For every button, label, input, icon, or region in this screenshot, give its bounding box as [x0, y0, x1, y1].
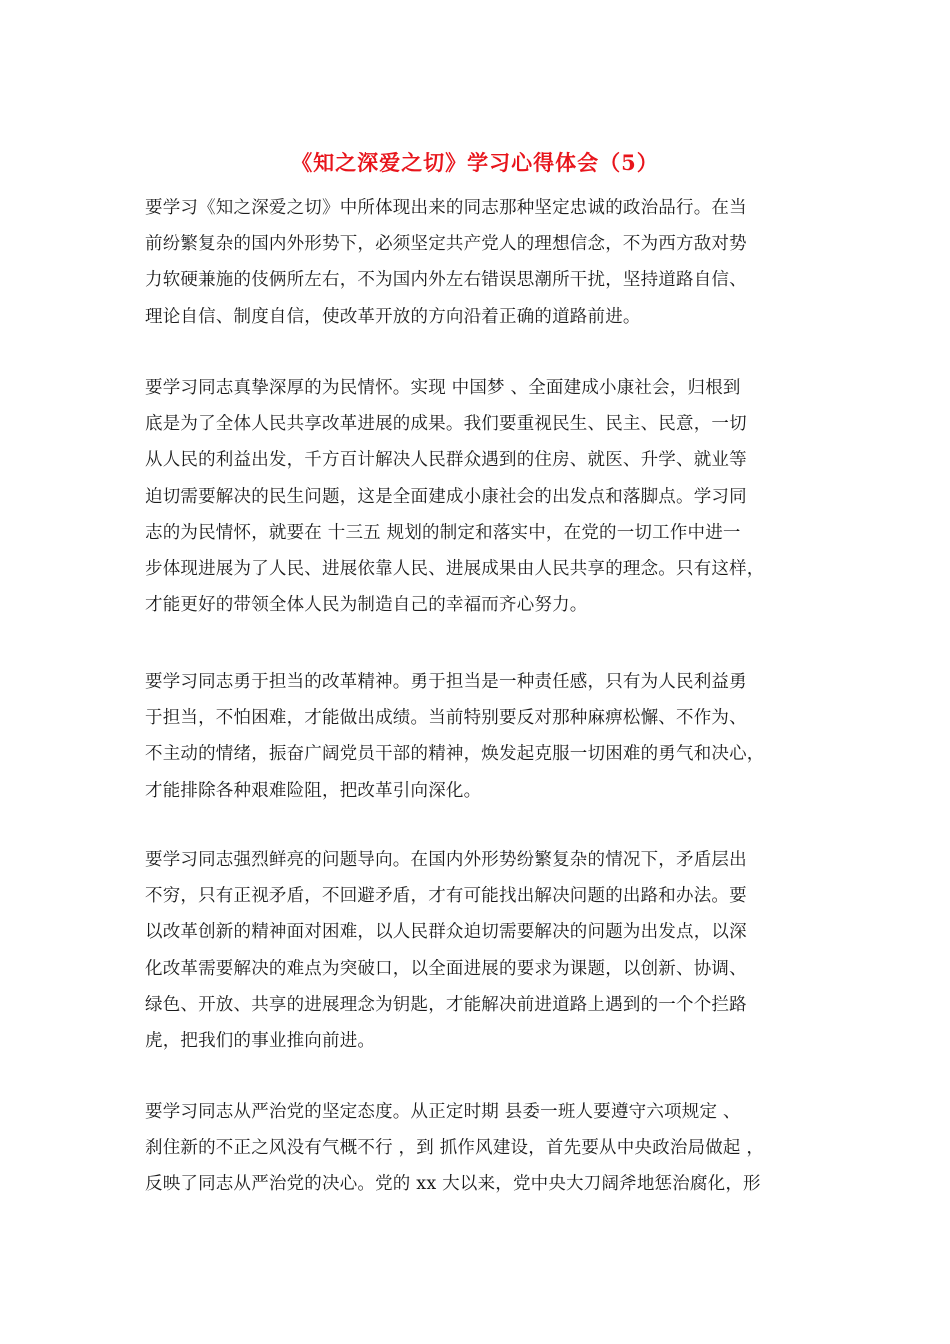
paragraph-3-line-4: 才能排除各种艰难险阻，把改革引向深化。: [145, 781, 482, 801]
paragraph-2-line-4: 迫切需要解决的民生问题，这是全面建成小康社会的出发点和落脚点。学习同: [145, 487, 747, 507]
paragraph-1-line-1: 要学习《知之深爱之切》中所体现出来的同志那种坚定忠诚的政治品行。在当: [145, 198, 747, 218]
paragraph-4-line-6: 虎，把我们的事业推向前进。: [145, 1031, 376, 1051]
paragraph-2-line-5: 志的为民情怀，就要在 十三五 规划的制定和落实中，在党的一切工作中进一: [145, 523, 741, 543]
paragraph-2-line-3: 从人民的利益出发，千方百计解决人民群众遇到的住房、就医、升学、就业等: [145, 450, 747, 470]
paragraph-2-line-6: 步体现进展为了人民、进展依靠人民、进展成果由人民共享的理念。只有这样，: [145, 559, 765, 579]
paragraph-1-line-4: 理论自信、制度自信，使改革开放的方向沿着正确的道路前进。: [145, 307, 641, 327]
paragraph-4-line-5: 绿色、开放、共享的进展理念为钥匙，才能解决前进道路上遇到的一个个拦路: [145, 995, 747, 1015]
paragraph-4-line-3: 以改革创新的精神面对困难，以人民群众迫切需要解决的问题为出发点，以深: [145, 922, 747, 942]
paragraph-3-line-3: 不主动的情绪，振奋广阔党员干部的精神，焕发起克服一切困难的勇气和决心，: [145, 744, 765, 764]
paragraph-5-line-3: 反映了同志从严治党的决心。党的 xx 大以来，党中央大刀阔斧地惩治腐化，形: [145, 1174, 761, 1194]
paragraph-5-line-2: 刹住新的不正之风没有气概不行 ，到 抓作风建设，首先要从中央政治局做起 ，: [145, 1138, 765, 1158]
paragraph-4-line-4: 化改革需要解决的难点为突破口，以全面进展的要求为课题，以创新、协调、: [145, 959, 747, 979]
paragraph-4-line-2: 不穷，只有正视矛盾，不回避矛盾，才有可能找出解决问题的出路和办法。要: [145, 886, 747, 906]
paragraph-1-line-2: 前纷繁复杂的国内外形势下，必须坚定共产党人的理想信念，不为西方敌对势: [145, 234, 747, 254]
paragraph-3-line-2: 于担当，不怕困难，才能做出成绩。当前特别要反对那种麻痹松懈、不作为、: [145, 708, 747, 728]
paragraph-3-line-1: 要学习同志勇于担当的改革精神。勇于担当是一种责任感，只有为人民利益勇: [145, 672, 747, 692]
paragraph-2-line-7: 才能更好的带领全体人民为制造自己的幸福而齐心努力。: [145, 595, 588, 615]
paragraph-1-line-3: 力软硬兼施的伎俩所左右，不为国内外左右错误思潮所干扰，坚持道路自信、: [145, 270, 747, 290]
paragraph-5-line-1: 要学习同志从严治党的坚定态度。从正定时期 县委一班人要遵守六项规定 、: [145, 1102, 741, 1122]
document-title: 《知之深爱之切》学习心得体会（5）: [291, 150, 659, 175]
paragraph-2-line-1: 要学习同志真挚深厚的为民情怀。实现 中国梦 、全面建成小康社会，归根到: [145, 378, 741, 398]
paragraph-4-line-1: 要学习同志强烈鲜亮的问题导向。在国内外形势纷繁复杂的情况下，矛盾层出: [145, 850, 747, 870]
paragraph-2-line-2: 底是为了全体人民共享改革进展的成果。我们要重视民生、民主、民意，一切: [145, 414, 747, 434]
